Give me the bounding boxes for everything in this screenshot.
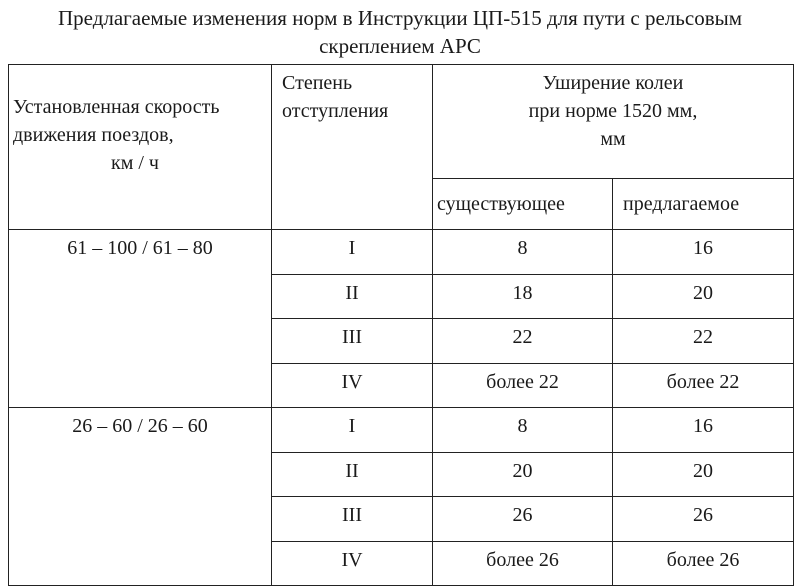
header-widening-line-1: Уширение колеи (542, 72, 684, 94)
norms-table (8, 64, 794, 586)
header-existing: существующее (433, 179, 613, 230)
existing-cell: 20 (433, 452, 613, 497)
step-cell: III (272, 497, 433, 542)
header-widening-line-3: мм (600, 128, 626, 150)
proposed-cell: более 26 (613, 541, 794, 586)
title-line-1: Предлагаемые изменения норм в Инструкции ЦП-515 для пути с рельсовым (57, 6, 743, 30)
existing-cell: 26 (433, 497, 613, 542)
existing-cell: 8 (433, 230, 613, 275)
proposed-cell: 16 (613, 230, 794, 275)
proposed-cell: 16 (613, 408, 794, 453)
header-step-line-1: Степень (282, 72, 353, 94)
speed-cell: 61 – 100 / 61 – 80 (9, 230, 272, 408)
table-row (9, 230, 794, 275)
step-cell: IV (272, 363, 433, 408)
title-line-2: скреплением АРС (319, 34, 481, 58)
proposed-cell: 26 (613, 497, 794, 542)
header-speed-line-2: движения поездов, (13, 124, 174, 146)
header-widening-line-2: при норме 1520 мм, (528, 100, 698, 122)
step-cell: II (272, 274, 433, 319)
proposed-cell: 20 (613, 274, 794, 319)
existing-cell: 22 (433, 319, 613, 364)
proposed-cell: 22 (613, 319, 794, 364)
existing-cell: более 22 (433, 363, 613, 408)
existing-cell: 8 (433, 408, 613, 453)
header-row (9, 65, 794, 179)
proposed-cell: более 22 (613, 363, 794, 408)
step-cell: III (272, 319, 433, 364)
document-title (0, 4, 800, 60)
step-cell: IV (272, 541, 433, 586)
header-step (272, 65, 433, 230)
header-speed-line-3: км / ч (111, 152, 159, 174)
speed-cell: 26 – 60 / 26 – 60 (9, 408, 272, 586)
table-row (9, 408, 794, 453)
header-speed (9, 65, 272, 230)
header-widening (433, 65, 794, 179)
existing-cell: 18 (433, 274, 613, 319)
proposed-cell: 20 (613, 452, 794, 497)
step-cell: I (272, 230, 433, 275)
header-speed-line-1: Установленная скорость (13, 96, 220, 118)
header-proposed: предлагаемое (613, 179, 794, 230)
step-cell: I (272, 408, 433, 453)
existing-cell: более 26 (433, 541, 613, 586)
step-cell: II (272, 452, 433, 497)
header-step-line-2: отступления (282, 100, 389, 122)
